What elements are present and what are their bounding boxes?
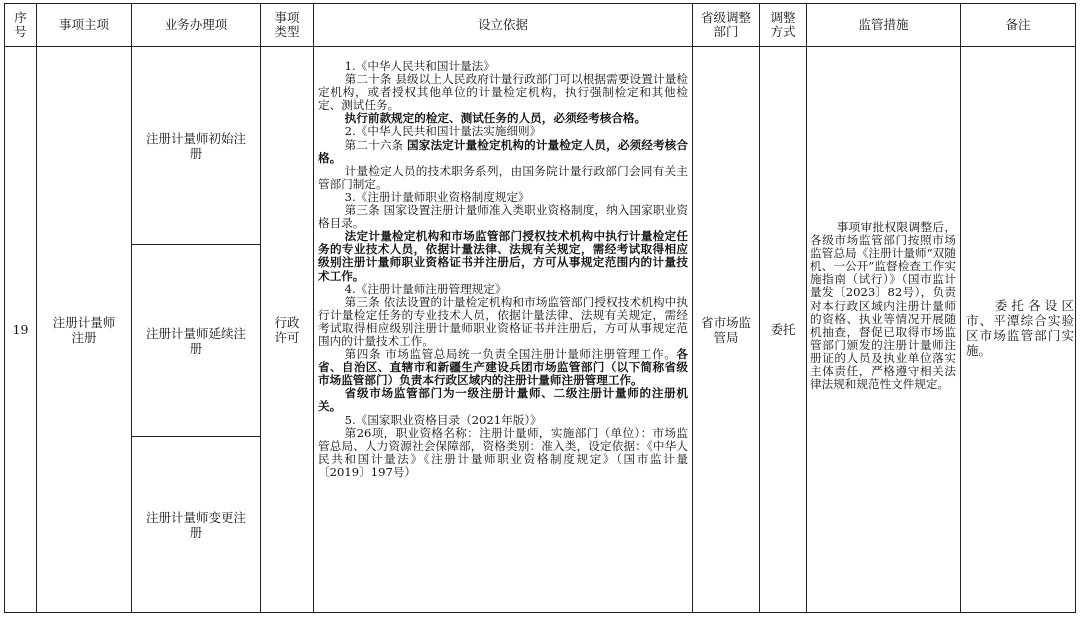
supervision-text: 事项审批权限调整后，各级市场监管部门按照市场监管总局《注册计量师“双随机、一公开”监督检查工作实施指南（试行）》（国市监计量发〔2023〕82号），负责对本行政区域内注册计量师的资格、执业等情况开展随机抽查，督促已取得市场监管部门颁发的注册计量师注册证的人员及执业单位落实主体责任，严格遵守相关法律法规和规范性文件规定。	[810, 220, 956, 392]
basis-para: 1.《中华人民共和国计量法》	[344, 59, 495, 73]
header-remark-text: 备注	[1005, 17, 1031, 32]
basis-text-block	[318, 60, 688, 479]
col-line-8	[960, 3, 961, 613]
business-item-renewal-text: 注册计量师延续注册	[145, 325, 246, 356]
header-adjust-mode-text: 调整方式	[770, 10, 796, 39]
row-province-dept	[693, 47, 759, 612]
basis-bold: 省级市场监管部门为一级注册计量师、二级注册计量师的注册机关。	[318, 386, 688, 414]
basis-bold: 法定计量检定机构和市场监管部门授权技术机构中执行计量检定任务的专业技术人员，依据计量法律、法规有关规定，需经考试取得相应级别注册计量师职业资格证书并注册后，方可从事规定范围内的计量技术工作。	[318, 229, 688, 283]
remark-text: 委托各设区市、平潭综合实验区市场监管部门实施。	[966, 298, 1074, 358]
basis-para: 第三条 国家设置注册计量师准入类职业资格制度，纳入国家职业资格目录。	[318, 203, 688, 231]
business-item-initial-text: 注册计量师初始注册	[145, 130, 246, 161]
header-supervision	[807, 4, 960, 46]
basis-span: 第四条 市场监管总局统一负责全国注册计量师注册管理工作。	[344, 347, 677, 362]
basis-para	[318, 230, 688, 282]
basis-para	[318, 348, 688, 387]
row-seq	[5, 47, 36, 612]
basis-para: 5.《国家职业资格目录（2021年版）》	[344, 412, 542, 427]
basis-para	[318, 139, 688, 165]
business-item-change-text: 注册计量师变更注册	[145, 509, 246, 540]
header-type	[261, 4, 313, 46]
col-line-7	[806, 3, 807, 613]
row-adjust-mode-text: 委托	[770, 322, 796, 337]
header-basis	[314, 4, 692, 46]
basis-para: 第26项，职业资格名称：注册计量师，实施部门（单位）：市场监管总局、人力资源社会保障部，资格类别：准入类，设定依据：《中华人民共和国计量法》《注册计量师职业资格制度规定》（国市监计量〔2019〕197号）	[318, 425, 688, 479]
header-adjust-mode	[760, 4, 806, 46]
basis-bold: 各省、自治区、直辖市和新疆生产建设兵团市场监管部门（以下简称省级市场监管部门）负责本行政区域内的注册计量师注册管理工作。	[318, 347, 688, 388]
basis-para: 2.《中华人民共和国计量法实施细则》	[344, 124, 542, 139]
basis-para: 3.《注册计量师职业资格制度规定》	[344, 189, 530, 204]
header-supervision-text: 监管措施	[858, 17, 909, 32]
table-border-bottom	[4, 612, 1076, 613]
col-line-9	[1075, 3, 1076, 613]
row-seq-text: 19	[12, 322, 29, 337]
basis-para: 4.《注册计量师注册管理规定》	[344, 281, 507, 296]
row-province-dept-text: 省市场监管局	[700, 314, 751, 345]
basis-bold: 国家法定计量检定机构的计量检定人员，必须经考核合格。	[318, 137, 688, 165]
row-type-text: 行政许可	[274, 314, 300, 345]
header-province-dept	[693, 4, 759, 46]
header-item	[37, 4, 131, 46]
basis-para: 第三条 依法设置的计量检定机构和市场监管部门授权技术机构中执行计量检定任务的专业技术人员，依据计量法律、法规有关规定，需经考试取得相应级别注册计量师职业资格证书并注册后，方可从事规定范围内的计量技术工作。	[318, 294, 688, 348]
header-province-dept-text: 省级调整部门	[700, 10, 751, 39]
row-item-text: 注册计量师注册	[52, 314, 116, 345]
row-item	[37, 47, 131, 612]
row-type	[261, 47, 313, 612]
header-basis-text: 设立依据	[477, 17, 528, 32]
business-item-change	[132, 437, 260, 612]
business-item-renewal	[132, 245, 260, 436]
basis-span: 第二十六条	[344, 137, 408, 152]
row-adjust-mode	[760, 47, 806, 612]
basis-para	[318, 387, 688, 413]
header-remark	[961, 4, 1075, 46]
header-seq	[5, 4, 36, 46]
header-business	[132, 4, 260, 46]
basis-bold: 执行前款规定的检定、测试任务的人员，必须经考核合格。	[344, 111, 647, 126]
basis-para: 计量检定人员的技术职务系列，由国务院计量行政部门会同有关主管部门制定。	[318, 163, 688, 191]
basis-para: 第二十条 县级以上人民政府计量行政部门可以根据需要设置计量检定机构，或者授权其他单位的计量检定机构，执行强制检定和其他检定、测试任务。	[318, 72, 688, 113]
col-line-4	[313, 3, 314, 613]
header-business-text: 业务办理项	[164, 17, 228, 32]
business-item-initial	[132, 47, 260, 244]
header-item-text: 事项主项	[58, 17, 109, 32]
header-seq-text: 序号	[14, 10, 27, 39]
header-type-text: 事项类型	[274, 10, 300, 39]
